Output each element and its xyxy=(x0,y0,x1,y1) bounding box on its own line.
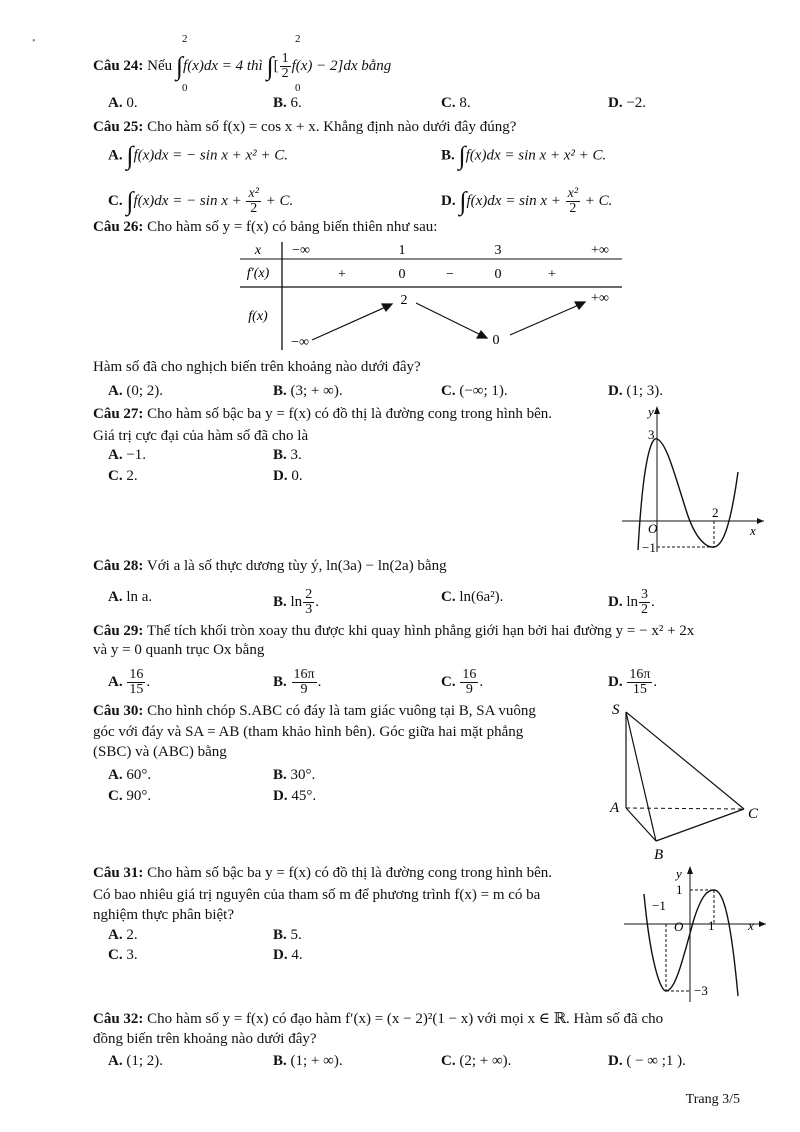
question-text: và y = 0 quanh trục Ox bằng xyxy=(93,642,265,658)
x-axis-label: x xyxy=(750,523,756,538)
y-axis-label: y xyxy=(676,866,682,881)
option-text: (1; + ∞). xyxy=(290,1053,343,1069)
option-text: 45°. xyxy=(291,788,317,804)
scan-dot: • xyxy=(32,36,36,47)
f-value: 0 xyxy=(492,333,500,348)
option-text: + C. xyxy=(265,192,294,209)
denominator: 2 xyxy=(641,602,649,617)
numerator: 16 xyxy=(129,667,144,682)
option-text: 2. xyxy=(126,468,138,484)
option-d xyxy=(273,467,303,485)
option-letter: B. xyxy=(273,95,287,111)
option-text: f(x)dx = sin x + x² + C. xyxy=(465,147,607,164)
question-label: Câu 30: xyxy=(93,703,144,719)
option-text: 5. xyxy=(290,927,302,943)
option-c xyxy=(108,187,293,216)
arrow-up-icon xyxy=(687,866,693,874)
x-value: 3 xyxy=(494,243,502,258)
option-letter: B. xyxy=(273,383,287,399)
question-label: Câu 32: xyxy=(93,1011,144,1027)
option-text: 0. xyxy=(126,95,138,111)
question-text: nghiệm thực phân biệt? xyxy=(93,907,235,923)
option-a xyxy=(108,94,138,112)
denominator: 9 xyxy=(465,682,473,697)
integral-body: f(x)dx = 4 thì xyxy=(183,57,263,74)
edge-bc xyxy=(656,809,744,841)
numerator: 1 xyxy=(281,51,289,66)
option-text: f(x)dx = sin x + xyxy=(466,192,561,209)
option-text: (2; + ∞). xyxy=(459,1053,512,1069)
option-text: + C. xyxy=(584,192,613,209)
edge-sc xyxy=(626,712,744,809)
fraction xyxy=(627,668,652,697)
integral-body: f(x) − 2]dx bằng xyxy=(291,57,392,74)
option-text: 8. xyxy=(459,95,471,111)
question-text: Cho hình chóp S.ABC có đáy là tam giác vuông tại B, SA vuông xyxy=(147,703,536,719)
option-letter: A. xyxy=(108,1053,123,1069)
option-text: −2. xyxy=(626,95,647,111)
question-text: Thể tích khối tròn xoay thu được khi quay hình phẳng giới hạn bởi hai đường y = − x² + 2x xyxy=(146,623,695,639)
option-letter: D. xyxy=(273,468,288,484)
origin-label: O xyxy=(648,521,658,536)
fraction xyxy=(566,187,580,216)
arrow-right-icon xyxy=(759,921,766,927)
arrow-up-icon xyxy=(510,302,585,335)
x-value: −∞ xyxy=(292,243,310,258)
fraction xyxy=(303,588,314,617)
option-letter: A. xyxy=(108,927,123,943)
fprime-sign: − xyxy=(446,267,454,282)
option-text: (1; 2). xyxy=(126,1053,164,1069)
numerator: 16 xyxy=(462,667,477,682)
question-label: Câu 26: xyxy=(93,219,144,235)
numerator: 3 xyxy=(641,587,649,602)
integral-sign-icon: ∫ xyxy=(175,51,184,81)
option-letter: C. xyxy=(441,589,456,605)
option-letter: A. xyxy=(108,447,123,463)
numerator: 16π xyxy=(293,667,315,682)
option-text: . xyxy=(651,593,655,610)
question-text: góc với đáy và SA = AB (tham khảo hình bên). Góc giữa hai mặt phẳng xyxy=(93,724,524,740)
question-label: Câu 28: xyxy=(93,558,144,574)
option-letter: A. xyxy=(108,589,123,605)
question-text: Cho hàm số bậc ba y = f(x) có đồ thị là đường cong trong hình bên. xyxy=(147,406,553,422)
integral-upper-limit: 2 xyxy=(295,33,301,45)
pyramid-figure xyxy=(604,696,774,866)
option-text: ( − ∞ ;1 ). xyxy=(626,1053,686,1069)
denominator: 15 xyxy=(632,682,647,697)
option-letter: D. xyxy=(608,673,623,690)
x-tick-label: 2 xyxy=(712,505,719,520)
option-letter: D. xyxy=(608,593,623,610)
option-text: 30°. xyxy=(290,767,316,783)
numerator: x² xyxy=(567,186,579,201)
option-text: (0; 2). xyxy=(126,383,164,399)
option-text: 0. xyxy=(291,468,303,484)
y-tick-label: 3 xyxy=(648,427,655,442)
integral-lower-limit: 0 xyxy=(295,82,301,94)
question-text: Cho hàm số f(x) = cos x + x. Khẳng định nào dưới đây đúng? xyxy=(147,119,517,135)
option-text: 3. xyxy=(126,947,138,963)
denominator: 3 xyxy=(305,602,313,617)
option-letter: C. xyxy=(108,468,123,484)
option-c xyxy=(108,946,138,964)
option-b xyxy=(273,926,302,944)
option-text: ln a. xyxy=(126,589,153,605)
option-letter: A. xyxy=(108,95,123,111)
x-value: +∞ xyxy=(591,243,609,258)
integral-bracket: [ xyxy=(273,57,279,74)
fraction xyxy=(127,668,145,697)
option-text: 90°. xyxy=(126,788,152,804)
question-label: Câu 31: xyxy=(93,865,144,881)
x-value: 1 xyxy=(398,243,406,258)
question-text: Với a là số thực dương tùy ý, ln(3a) − ln(2a) bằng xyxy=(146,558,447,574)
option-letter: A. xyxy=(108,147,123,164)
option-letter: D. xyxy=(608,95,623,111)
option-text: (1; 3). xyxy=(626,383,664,399)
vertex-label-c: C xyxy=(748,806,759,822)
option-d: D. $\frac{16\pi}{15}$ . xyxy=(608,667,658,697)
denominator: 2 xyxy=(281,66,289,81)
edge-sb xyxy=(626,712,656,841)
fprime-zero: 0 xyxy=(494,267,502,282)
fraction xyxy=(460,668,478,697)
option-d xyxy=(441,187,612,216)
cubic-graph xyxy=(618,402,768,558)
integral-upper-limit: 2 xyxy=(182,33,188,45)
question-label: Câu 29: xyxy=(93,623,144,639)
option-letter: B. xyxy=(273,593,287,610)
vertex-label-s: S xyxy=(612,702,620,718)
option-text: f(x)dx = − sin x + x² + C. xyxy=(133,147,289,164)
option-a xyxy=(108,926,138,944)
question-subtext: Hàm số đã cho nghịch biến trên khoảng nào dưới đây? xyxy=(93,359,421,375)
edge-ac-hidden xyxy=(626,808,744,809)
numerator: x² xyxy=(248,186,259,201)
option-letter: D. xyxy=(608,1053,623,1069)
option-letter: C. xyxy=(441,673,456,690)
option-text: −1. xyxy=(126,447,147,463)
option-text: . xyxy=(315,593,319,610)
option-letter: D. xyxy=(273,788,288,804)
x-tick-label: −1 xyxy=(652,898,666,913)
cubic-graph xyxy=(620,864,770,1004)
question-label: Câu 25: xyxy=(93,119,144,135)
y-axis-label: y xyxy=(648,404,654,419)
option-b xyxy=(273,382,343,400)
option-b xyxy=(273,446,302,464)
question-text: Cho hàm số bậc ba y = f(x) có đồ thị là đường cong trong hình bên. xyxy=(147,865,553,881)
option-text: 60°. xyxy=(126,767,152,783)
fraction xyxy=(292,668,317,697)
edge-ab xyxy=(626,808,656,841)
origin-label: O xyxy=(674,919,684,934)
option-a xyxy=(108,1052,163,1070)
denominator: 2 xyxy=(569,201,577,216)
arrow-up-icon xyxy=(654,406,660,414)
option-d xyxy=(608,382,663,400)
denominator: 15 xyxy=(129,682,144,697)
option-text: ln xyxy=(290,593,303,610)
option-text: 4. xyxy=(291,947,303,963)
option-d xyxy=(273,787,316,805)
integral-sign-icon: ∫ xyxy=(266,51,274,81)
option-c xyxy=(441,94,471,112)
option-a xyxy=(108,766,151,784)
question-text: Giá trị cực đại của hàm số đã cho là xyxy=(93,428,309,444)
fraction xyxy=(280,52,291,81)
option-letter: C. xyxy=(108,192,123,209)
option-d xyxy=(608,94,646,112)
option-b xyxy=(273,1052,343,1070)
option-letter: D. xyxy=(608,383,623,399)
option-text: 2. xyxy=(126,927,138,943)
fprime-zero: 0 xyxy=(398,267,406,282)
page-number: Trang 3/5 xyxy=(685,1092,740,1107)
row-header-fprime: f′(x) xyxy=(246,266,270,281)
option-c: C. $\frac{16}{9}$ . xyxy=(441,667,484,697)
f-value: 2 xyxy=(400,293,408,308)
integral-lower-limit: 0 xyxy=(182,82,188,94)
option-b xyxy=(441,141,607,170)
denominator: 2 xyxy=(250,201,258,216)
vertex-label-a: A xyxy=(610,800,620,816)
y-tick-label: −3 xyxy=(694,983,708,998)
option-letter: C. xyxy=(441,383,456,399)
option-c xyxy=(441,382,508,400)
question-label: Câu 27: xyxy=(93,406,144,422)
integral-sign-icon: ∫ xyxy=(459,186,467,216)
option-c xyxy=(108,467,138,485)
option-d xyxy=(273,946,303,964)
variation-table xyxy=(236,240,626,352)
option-text: (−∞; 1). xyxy=(459,383,508,399)
arrow-up-icon xyxy=(312,304,392,340)
vertex-label-b: B xyxy=(654,847,664,863)
option-b: B. $\frac{16\pi}{9}$ . xyxy=(273,667,322,697)
question-text: Có bao nhiêu giá trị nguyên của tham số m để phương trình f(x) = m có ba xyxy=(93,887,541,903)
option-letter: C. xyxy=(108,947,123,963)
option-letter: B. xyxy=(273,767,287,783)
option-d xyxy=(608,1052,686,1070)
option-c xyxy=(441,588,503,606)
option-letter: A. xyxy=(108,673,123,690)
option-letter: A. xyxy=(108,383,123,399)
fprime-sign: + xyxy=(548,267,556,282)
option-d xyxy=(608,588,655,617)
option-letter: C. xyxy=(441,1053,456,1069)
fraction xyxy=(639,588,650,617)
option-letter: A. xyxy=(108,767,123,783)
numerator: 2 xyxy=(305,587,313,602)
denominator: 9 xyxy=(300,682,308,697)
option-b xyxy=(273,588,319,617)
question-text: Cho hàm số y = f(x) có bảng biến thiên như sau: xyxy=(147,219,438,235)
option-letter: B. xyxy=(273,927,287,943)
integral-sign-icon: ∫ xyxy=(126,141,134,170)
x-axis-label: x xyxy=(748,918,754,933)
option-letter: C. xyxy=(108,788,123,804)
question-text: (SBC) và (ABC) bằng xyxy=(93,744,227,760)
option-text: ln xyxy=(626,593,639,610)
option-a: A. $\frac{16}{15}$ . xyxy=(108,667,151,697)
option-a xyxy=(108,382,163,400)
option-letter: B. xyxy=(273,1053,287,1069)
option-letter: D. xyxy=(441,192,456,209)
f-value: +∞ xyxy=(591,291,609,306)
option-b xyxy=(273,94,302,112)
option-b xyxy=(273,766,315,784)
option-letter: C. xyxy=(441,95,456,111)
row-header-f: f(x) xyxy=(248,309,268,324)
fraction xyxy=(246,187,260,216)
numerator: 16π xyxy=(629,667,651,682)
arrow-right-icon xyxy=(757,518,764,524)
arrow-down-icon xyxy=(416,303,487,338)
question-text: Nếu xyxy=(147,57,173,74)
option-a xyxy=(108,141,289,170)
x-tick-label: 1 xyxy=(708,918,715,933)
option-text: 6. xyxy=(290,95,302,111)
option-c xyxy=(441,1052,511,1070)
option-text: (3; + ∞). xyxy=(290,383,343,399)
option-a xyxy=(108,446,146,464)
f-value: −∞ xyxy=(291,335,309,350)
question-text: Cho hàm số y = f(x) có đạo hàm f′(x) = (x − 2)²(1 − x) với mọi x ∈ ℝ. Hàm số đã cho xyxy=(147,1011,664,1027)
question-text: đồng biến trên khoảng nào dưới đây? xyxy=(93,1031,317,1047)
option-letter: D. xyxy=(273,947,288,963)
option-a xyxy=(108,588,152,606)
y-tick-label: 1 xyxy=(676,882,683,897)
integral-sign-icon: ∫ xyxy=(126,186,134,216)
row-header-x: x xyxy=(254,243,262,258)
option-text: ln(6a²). xyxy=(459,589,504,605)
option-text: f(x)dx = − sin x + xyxy=(133,192,242,209)
fprime-sign: + xyxy=(338,267,346,282)
option-text: 3. xyxy=(290,447,302,463)
y-tick-label: −1 xyxy=(642,540,656,555)
option-letter: B. xyxy=(273,447,287,463)
question-label: Câu 24: xyxy=(93,57,144,74)
option-letter: B. xyxy=(273,673,287,690)
option-c xyxy=(108,787,151,805)
integral-sign-icon: ∫ xyxy=(458,141,466,170)
option-letter: B. xyxy=(441,147,455,164)
